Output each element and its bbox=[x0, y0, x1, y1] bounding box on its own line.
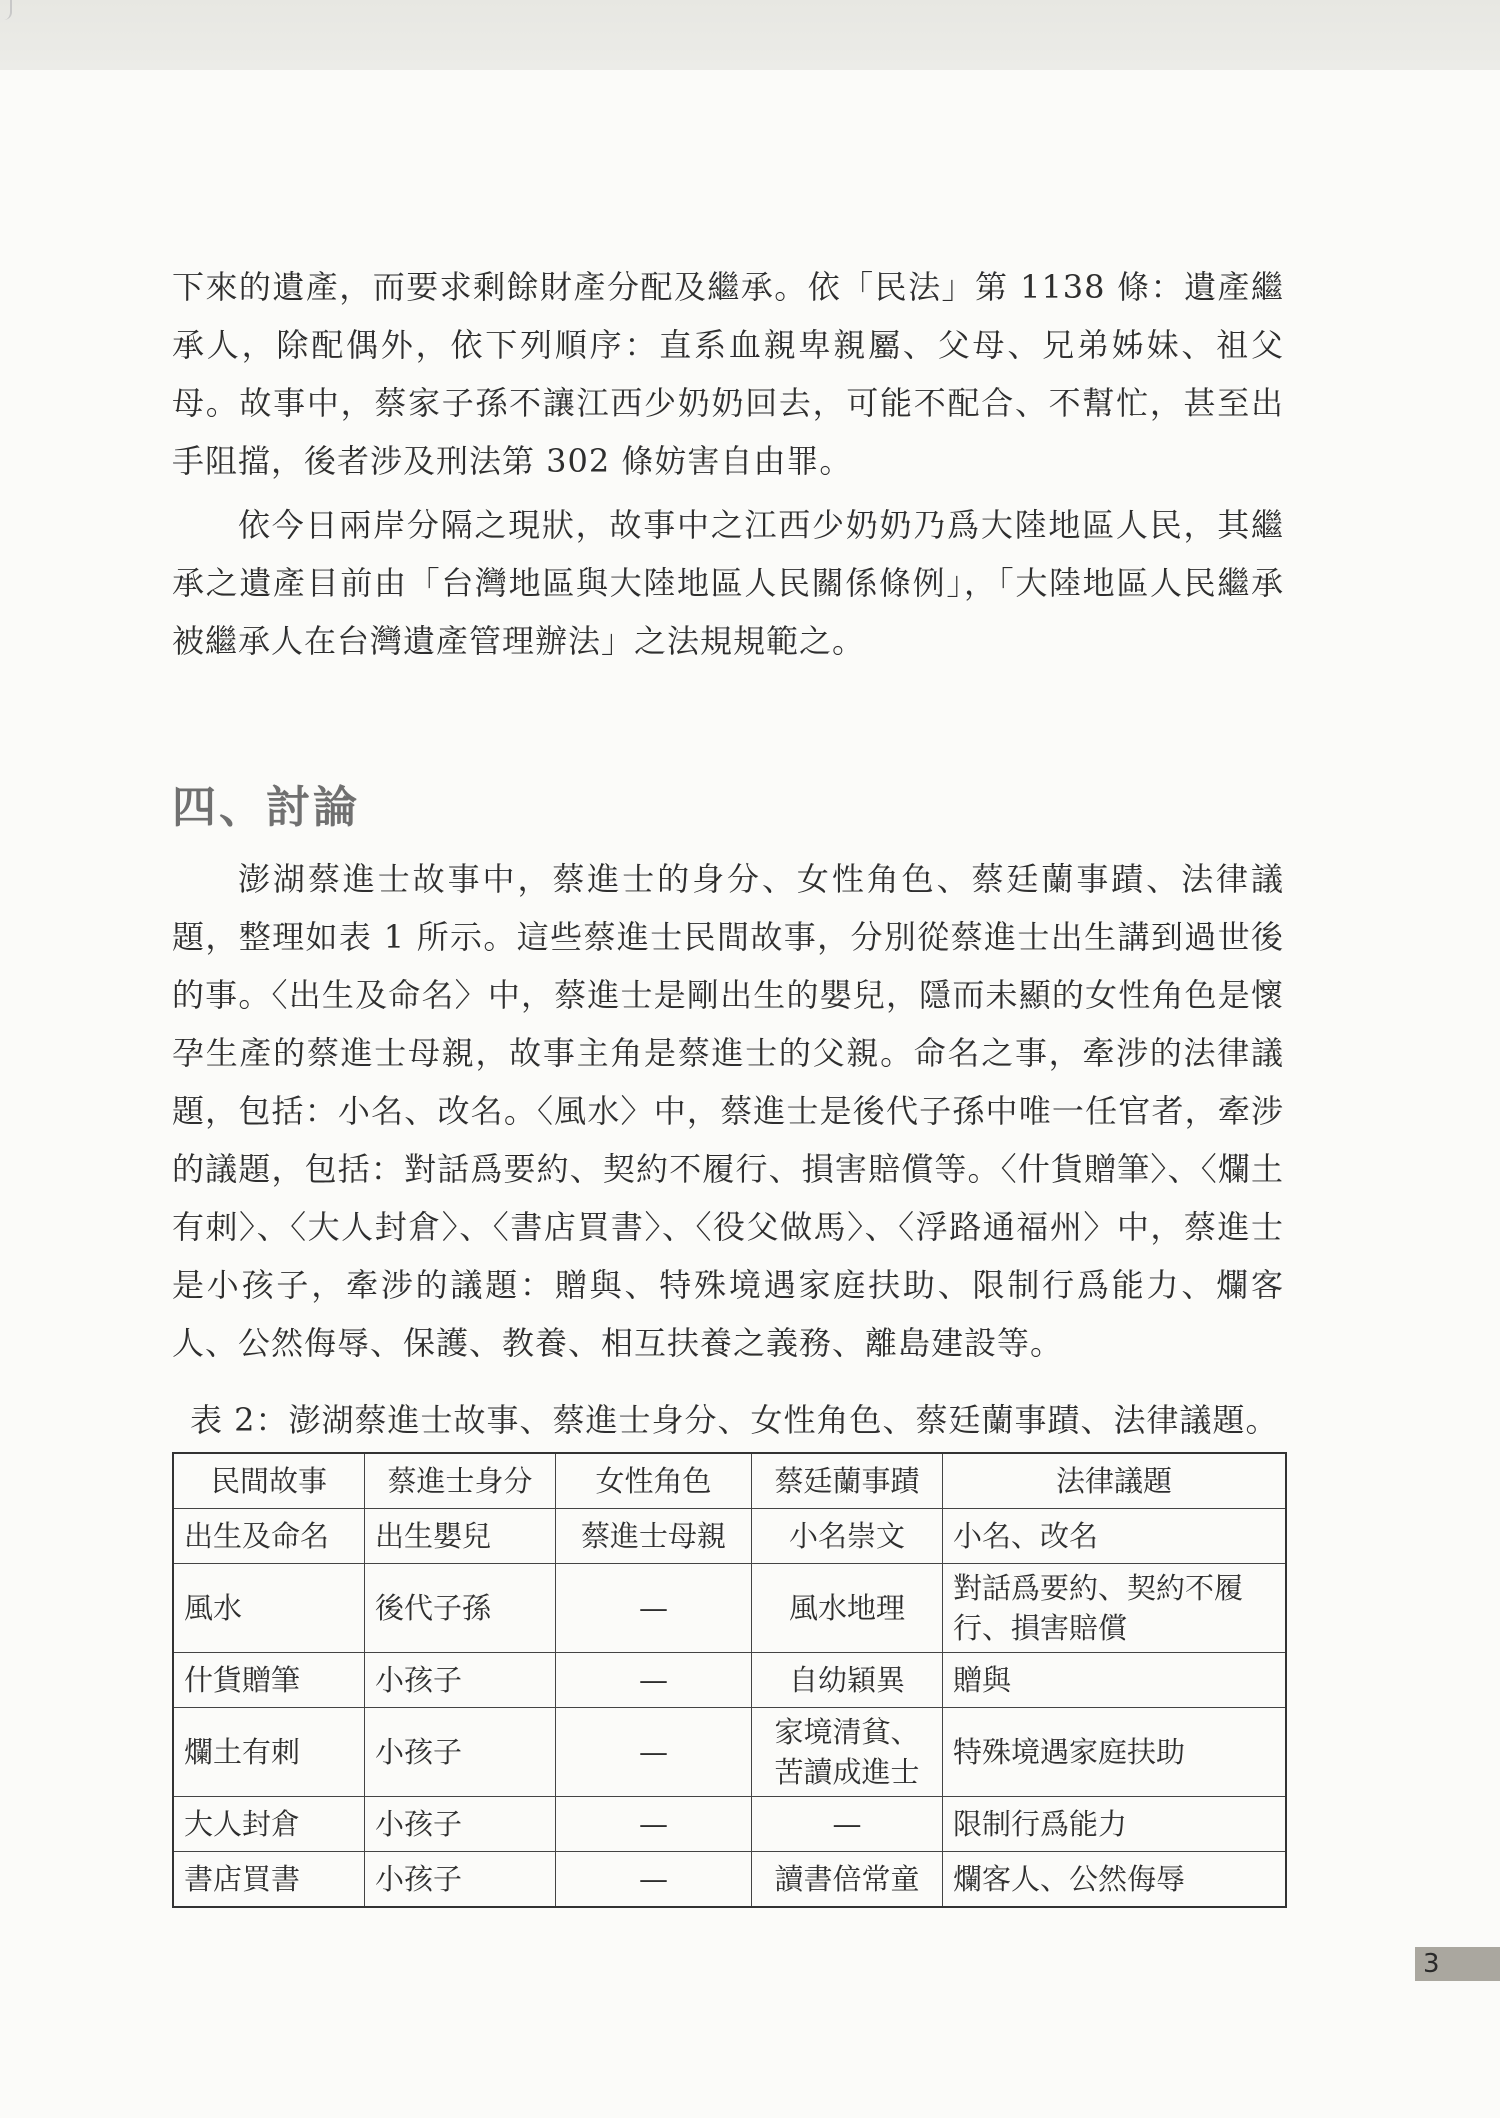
table-row bbox=[173, 1797, 1286, 1852]
page-number: 3 bbox=[1415, 1947, 1500, 1981]
cell-female-role: — bbox=[556, 1653, 752, 1708]
cell-female-role: — bbox=[556, 1564, 752, 1653]
table-row bbox=[173, 1564, 1286, 1653]
cell-deeds: 讀書倍常童 bbox=[752, 1852, 943, 1908]
page-content bbox=[172, 258, 1284, 1908]
header-female-role: 女性角色 bbox=[556, 1453, 752, 1509]
cell-female-role: — bbox=[556, 1708, 752, 1797]
cell-status: 後代子孫 bbox=[365, 1564, 556, 1653]
paragraph-cross-strait: 依今日兩岸分隔之現狀，故事中之江西少奶奶乃爲大陸地區人民，其繼承之遺產目前由「台灣地區與大陸地區人民關係條例」，「大陸地區人民繼承被繼承人在台灣遺產管理辦法」之法規規範之。 bbox=[172, 506, 1284, 660]
table-header-row bbox=[173, 1453, 1286, 1509]
page-corner-mark bbox=[0, 0, 12, 20]
cell-female-role: 蔡進士母親 bbox=[556, 1509, 752, 1564]
cell-legal-issues: 贈與 bbox=[943, 1653, 1287, 1708]
cell-legal-issues: 限制行爲能力 bbox=[943, 1797, 1287, 1852]
cell-legal-issues: 對話爲要約、契約不履行、損害賠償 bbox=[943, 1564, 1287, 1653]
cell-legal-issues: 特殊境遇家庭扶助 bbox=[943, 1708, 1287, 1797]
header-legal-issues: 法律議題 bbox=[943, 1453, 1287, 1509]
table-caption: 表 2：澎湖蔡進士故事、蔡進士身分、女性角色、蔡廷蘭事蹟、法律議題。 bbox=[190, 1401, 1279, 1439]
cell-female-role: — bbox=[556, 1852, 752, 1908]
cell-status: 小孩子 bbox=[365, 1797, 556, 1852]
header-story: 民間故事 bbox=[173, 1453, 365, 1509]
cell-status: 出生嬰兒 bbox=[365, 1509, 556, 1564]
cell-deeds: 風水地理 bbox=[752, 1564, 943, 1653]
header-deeds: 蔡廷蘭事蹟 bbox=[752, 1453, 943, 1509]
top-band bbox=[0, 0, 1500, 70]
cell-deeds: 自幼穎異 bbox=[752, 1653, 943, 1708]
cell-story: 什貨贈筆 bbox=[173, 1653, 365, 1708]
table-row bbox=[173, 1653, 1286, 1708]
paragraph-discussion: 澎湖蔡進士故事中，蔡進士的身分、女性角色、蔡廷蘭事蹟、法律議題，整理如表 1 所示。這些蔡進士民間故事，分別從蔡進士出生講到過世後的事。〈出生及命名〉中，蔡進士是剛出生的嬰兒，隱而未顯的女性角色是懷孕生產的蔡進士母親，故事主角是蔡進士的父親。命名之事，牽涉的法律議題，包括：小名、改名。〈風水〉中，蔡進士是後代子孫中唯一任官者，牽涉的議題，包括：對話爲要約、契約不履行、損害賠償等。〈什貨贈筆〉、〈爛土有刺〉、〈大人封倉〉、〈書店買書〉、〈役父做馬〉、〈浮路通福州〉中，蔡進士是小孩子，牽涉的議題：贈與、特殊境遇家庭扶助、限制行爲能力、爛客人、公然侮辱、保護、教養、相互扶養之義務、離島建設等。 bbox=[172, 860, 1284, 1362]
cell-deeds: 小名崇文 bbox=[752, 1509, 943, 1564]
cell-legal-issues: 爛客人、公然侮辱 bbox=[943, 1852, 1287, 1908]
table-row bbox=[173, 1708, 1286, 1797]
cell-story: 風水 bbox=[173, 1564, 365, 1653]
table-row bbox=[173, 1852, 1286, 1908]
paragraph-inheritance: 下來的遺產，而要求剩餘財產分配及繼承。依「民法」第 1138 條：遺產繼承人，除配偶外，依下列順序：直系血親卑親屬、父母、兄弟姊妹、祖父母。故事中，蔡家子孫不讓江西少奶奶回去，可能不配合、不幫忙，甚至出手阻擋，後者涉及刑法第 302 條妨害自由罪。 bbox=[172, 268, 1284, 480]
cell-legal-issues: 小名、改名 bbox=[943, 1509, 1287, 1564]
cell-story: 出生及命名 bbox=[173, 1509, 365, 1564]
cell-deeds: — bbox=[752, 1797, 943, 1852]
story-table bbox=[172, 1452, 1287, 1908]
section-title: 四、討論 bbox=[172, 782, 360, 833]
cell-status: 小孩子 bbox=[365, 1852, 556, 1908]
cell-story: 書店買書 bbox=[173, 1852, 365, 1908]
cell-female-role: — bbox=[556, 1797, 752, 1852]
cell-status: 小孩子 bbox=[365, 1708, 556, 1797]
cell-story: 爛土有刺 bbox=[173, 1708, 365, 1797]
cell-deeds: 家境清貧、苦讀成進士 bbox=[752, 1708, 943, 1797]
table-row bbox=[173, 1509, 1286, 1564]
cell-story: 大人封倉 bbox=[173, 1797, 365, 1852]
header-status: 蔡進士身分 bbox=[365, 1453, 556, 1509]
cell-status: 小孩子 bbox=[365, 1653, 556, 1708]
